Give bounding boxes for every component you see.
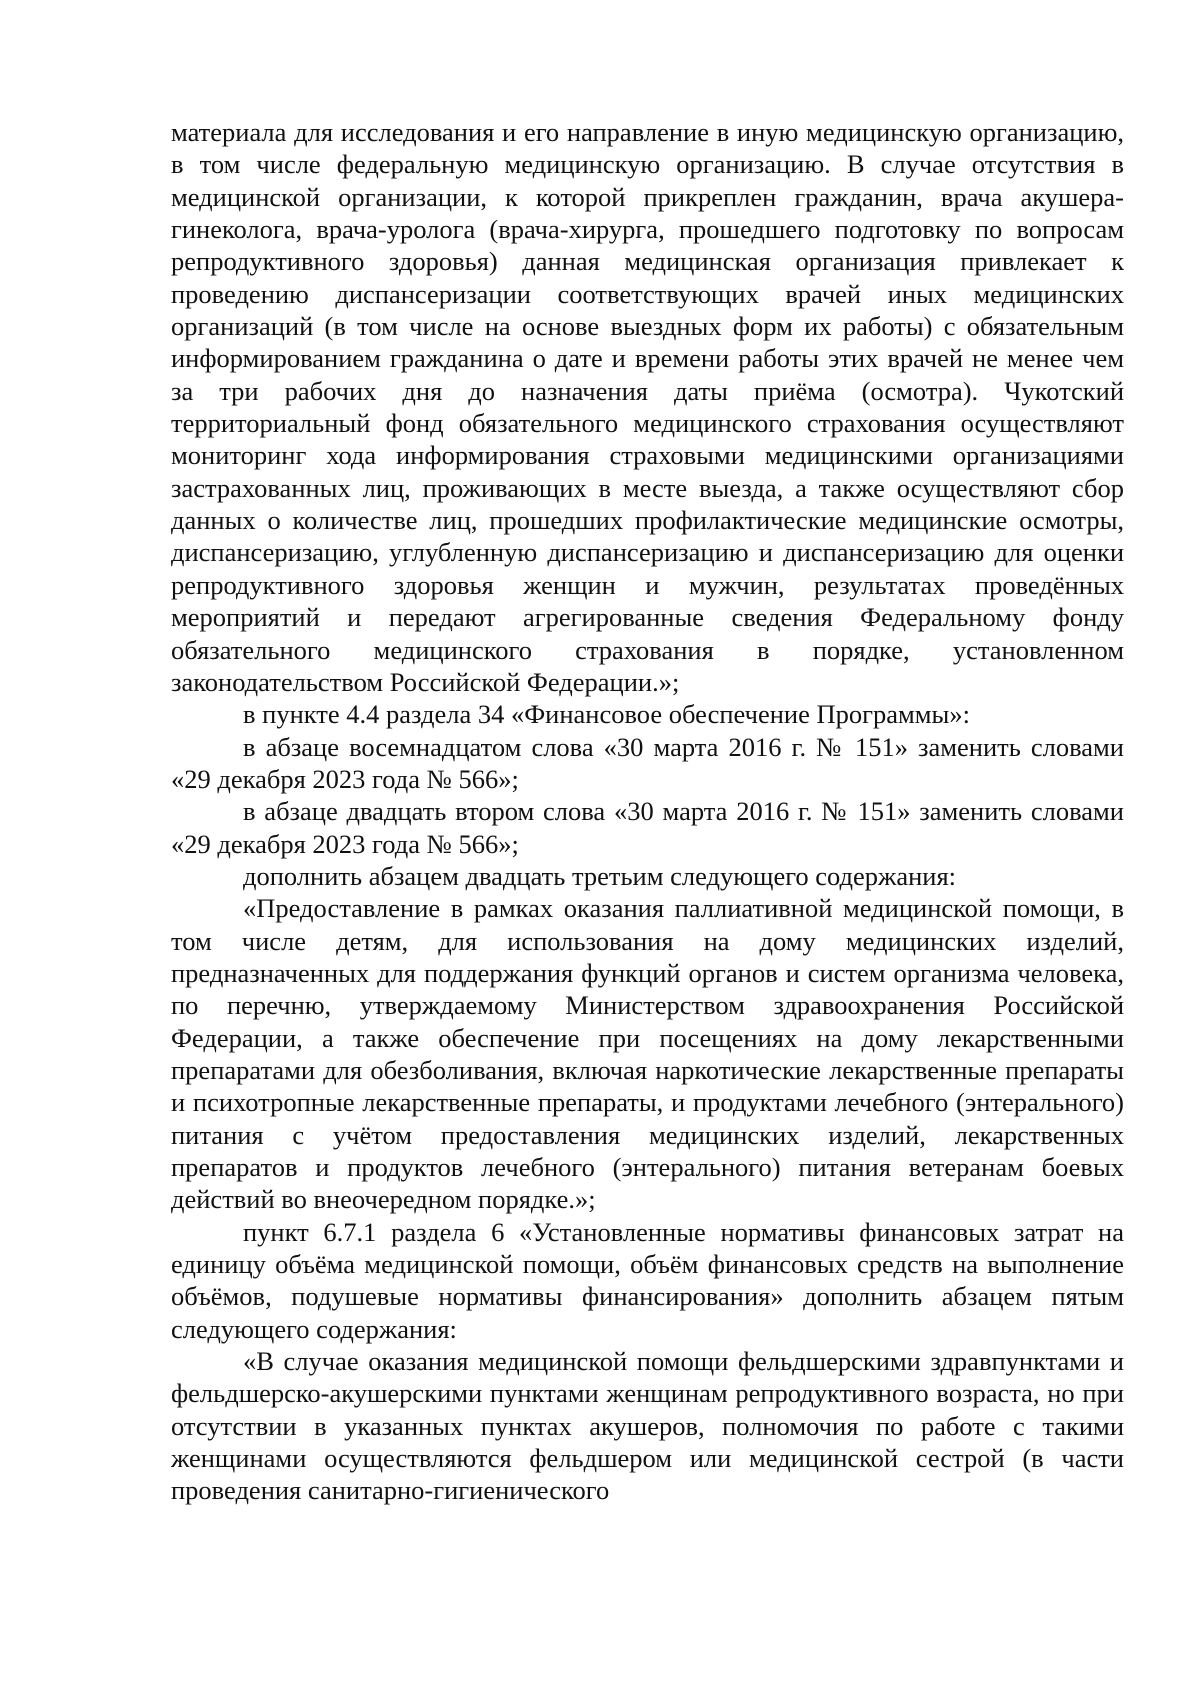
paragraph-continuation: материала для исследования и его направление в иную медицинскую организацию, в том числе федеральную медицинскую организацию. В случае отсутствия в медицинской организации, к которой прикреплен гражданин, врача акушера-гинеколога, врача-уролога (врача-хирурга, прошедшего подготовку по вопросам репродуктивного здоровья) данная медицинская организация привлекает к проведению диспансеризации соответствующих врачей иных медицинских организаций (в том числе на основе выездных форм их работы) с обязательным информированием гражданина о дате и времени работы этих врачей не менее чем за три рабочих дня до назначения даты приёма (осмотра). Чукотский территориальный фонд обязательного медицинского страхования осуществляют мониторинг хода информирования страховыми медицинскими организациями застрахованных лиц, проживающих в месте выезда, а также осуществляют сбор данных о количестве лиц, прошедших профилактические медицинские осмотры, диспансеризацию, углубленную диспансеризацию и диспансеризацию для оценки репродуктивного здоровья женщин и мужчин, результатах проведённых мероприятий и передают агрегированные сведения Федеральному фонду обязательного медицинского страхования в порядке, установленном законодательством Российской Федерации.»;	[171, 117, 1124, 697]
paragraph-clause-6-7-1: пункт 6.7.1 раздела 6 «Установленные нормативы финансовых затрат на единицу объёма медицинской помощи, объём финансовых средств на выполнение объёмов, подушевые нормативы финансирования» дополнить абзацем пятым следующего содержания:	[171, 1216, 1124, 1344]
paragraph-palliative-care: «Предоставление в рамках оказания паллиативной медицинской помощи, в том числе детям, для использования на дому медицинских изделий, предназначенных для поддержания функций органов и систем организма человека, по перечню, утверждаемому Министерством здравоохранения Российской Федерации, а также обеспечение при посещениях на дому лекарственными препаратами для обезболивания, включая наркотические лекарственные препараты и психотропные лекарственные препараты, и продуктами лечебного (энтерального) питания с учётом предоставления медицинских изделий, лекарственных препаратов и продуктов лечебного (энтерального) питания ветеранам боевых действий во внеочередном порядке.»;	[171, 893, 1124, 1215]
paragraph-add-abzac-23: дополнить абзацем двадцать третьим следующего содержания:	[243, 860, 957, 891]
paragraph-abzac-22: в абзаце двадцать втором слова «30 марта 2016 г. № 151» заменить словами «29 декабря 2023 года № 566»;	[171, 796, 1124, 859]
paragraph-clause-4-4: в пункте 4.4 раздела 34 «Финансовое обеспечение Программы»:	[243, 699, 970, 730]
paragraph-feldsher-points: «В случае оказания медицинской помощи фельдшерскими здравпунктами и фельдшерско-акушерскими пунктами женщинам репродуктивного возраста, но при отсутствии в указанных пунктах акушеров, полномочия по работе с такими женщинами осуществляются фельдшером или медицинской сестрой (в части проведения санитарно-гигиенического	[171, 1346, 1124, 1506]
paragraph-abzac-18: в абзаце восемнадцатом слова «30 марта 2016 г. № 151» заменить словами «29 декабря 2023 года № 566»;	[171, 731, 1124, 794]
document-body	[171, 116, 1124, 1507]
